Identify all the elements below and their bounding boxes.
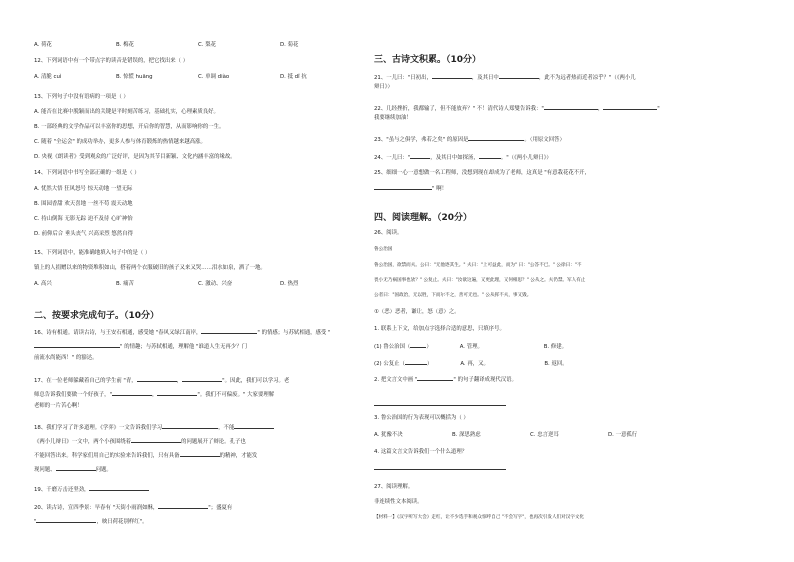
q18-line-2: 《两小儿辩日》一文中，两个小孩围绕着 的问题展开了辩论。孔子也 (34, 436, 246, 446)
q14-stem: 14、下列词语中书写全部正确的一组是（ ） (34, 170, 140, 176)
q12-option-b: B. 惊慌 huāng (116, 74, 153, 80)
q18-line-1: 18、我们学习了许多道理。《学弈》一文告诉我们学习 ，不能 (34, 422, 274, 432)
q12-options (34, 74, 362, 81)
blank[interactable] (158, 502, 208, 509)
q19-line: 19、千磨万击还坚劲， (34, 484, 149, 494)
top-options (34, 42, 362, 49)
blank[interactable] (603, 103, 657, 110)
section4-title: 四、阅读理解。（20分） (374, 213, 473, 223)
sub3-option-b: B. 深思熟虑 (452, 432, 481, 438)
q15-option-a: A. 高兴 (34, 281, 52, 287)
sub4-stem: 4. 这篇文言文告诉我们一个什么道理？ (374, 449, 468, 455)
answer-line-sub4[interactable] (374, 469, 506, 470)
blank[interactable] (544, 103, 598, 110)
material-1: 【材料一】《汉字听写大会》走红，让不少选手和观众惊呼自己 "不会写字"，也再次引发人们对汉字文化 (374, 515, 585, 520)
blank[interactable] (56, 464, 96, 471)
q20-line-2: " ，映日荷花别样红"。 (34, 516, 147, 526)
blank[interactable] (479, 152, 501, 159)
sub1a-line: (1) 鲁公治国（ ） A. 管理。 B. 修建。 (374, 341, 567, 351)
q13-line-a: A. 能否在比赛中脱颖而出的关键是平时刻苦练习，基础扎实，心理素质良好。 (34, 109, 219, 115)
q23-line: 23、"虽与之俱学，弗若之矣" 的原因是 。（用原文回答） (374, 134, 565, 144)
blank[interactable] (137, 375, 177, 382)
sub1b-line: (2) 公复止（ ） A. 再，又。 B. 返回。 (374, 358, 568, 368)
q17-line-1: 17、在一位老师躲藏着自己的学生前 "青， ， "。因此，我们可以学习。老 (34, 375, 289, 385)
option-a: A. 荷花 (34, 42, 52, 48)
answer-line-sub2[interactable] (374, 405, 506, 406)
sub3-option-a: A. 犹豫不决 (374, 432, 403, 438)
sub3-option-c: C. 忠言逆耳 (530, 432, 559, 438)
note-line: ①（恶）恶者，谦让，怒（意）之。 (374, 309, 460, 315)
blank[interactable] (112, 389, 152, 396)
q13-line-d: D. 央视《朗读者》受到观众的广泛好评，是因为其节目新颖、文化内涵丰富的缘故。 (34, 154, 236, 160)
sub3-stem: 3. 鲁公治国的行为表现可以概括为（ ） (374, 415, 469, 421)
blank[interactable] (36, 516, 96, 523)
q27-stem: 27、阅读理解。 (374, 484, 414, 490)
q13-stem: 13、下列句子中没有语病的一项是（ ） (34, 94, 129, 100)
q13-line-c: C. 随着 "全运会" 的成功举办，更多人参与体育锻炼的热情越来越高涨。 (34, 139, 206, 145)
blank[interactable] (410, 152, 430, 159)
q26-stem: 26、阅读。 (374, 230, 403, 236)
q14-line-b: B. 围园香甜 欢天喜地 一丝不苟 震天动地 (34, 201, 133, 207)
blank[interactable] (234, 422, 274, 429)
q20-line-1: 20、读古诗，宣四季景：早春有 "天街小雨润如酥， "；盛夏有 (34, 502, 232, 512)
q15-stem: 15、下列词语中，能准确地填入句子中的是（ ） (34, 250, 151, 256)
blank[interactable] (131, 436, 181, 443)
blank[interactable] (157, 389, 197, 396)
sub3-option-d: D. 一意孤行 (608, 432, 638, 438)
q16-line-2: " 的情趣；与苏轼相通，理解他 "谁道人生无再少？门 (34, 341, 247, 351)
sub1-stem: 1. 联系上下文，给加点字选择合适的意思，只填序号。 (374, 326, 505, 332)
sub3-options (374, 432, 686, 439)
q14-line-a: A. 忧然大悟 狂风怒号 惊天动地 一望无际 (34, 186, 133, 192)
q18-line-3: 不能回答出来。科学家们用自己的实验来告诉我们，只有具备 的精神，才能发 (34, 450, 257, 460)
q25-line-2: " 啊！ (374, 183, 447, 193)
blank[interactable] (468, 134, 524, 141)
q21-line-1: 21、一儿曰："日初出， ，及其日中 ，此不为远者热而近者凉乎？"（《两小儿 (374, 72, 636, 82)
q17-line-3: 老师的一片苦心啊！ (34, 403, 83, 409)
q21-line-2: 辩日》） (374, 84, 393, 90)
blank[interactable] (405, 358, 427, 365)
q12-stem: 12、下列词语中有一个带点字的读音是错误的，把它找出来（ ） (34, 58, 189, 64)
q14-line-d: D. 前仰后合 垂头丧气 兴高采烈 悠然自得 (34, 231, 133, 237)
q22-line-2: 我要继续加油！ (374, 115, 412, 121)
q15-option-d: D. 热烈 (280, 281, 299, 287)
passage-line-1: 鲁公治国，欲禁而夫。公曰："无他逐其生。" 夫曰："上可益此，而为" 曰："公答不已。" 公徐曰："不 (374, 263, 582, 268)
section2-title: 二、按要求完成句子。（10分） (34, 311, 160, 321)
q16-line-3: 前流水尚能西！" 的豁达。 (34, 355, 98, 361)
blank[interactable] (374, 183, 432, 190)
passage-line-3: 公者曰："国政治，无以胜，下而尔不之，善可无也。" 公从挥不夫，事又毁。 (374, 293, 532, 298)
option-d: D. 菊花 (280, 42, 299, 48)
passage-line-2: 畏小无乃祸国事也欤？" 公复止。夫曰："汝欲这遍，又更此理，又何相思？" 公从之。夫仍禁。军人有止 (374, 278, 586, 283)
q15-option-b: B. 痛苦 (116, 281, 134, 287)
blank[interactable] (162, 422, 218, 429)
q17-line-2: 师总告诉我们要做一个好孩子，" ， "。我们不可偏废。" 大家要理解 (34, 389, 274, 399)
blank[interactable] (410, 341, 426, 348)
q13-line-b: B. 一部经典的文学作品可以丰富你的思想，开启你的智慧，从而影响你的一生。 (34, 124, 225, 130)
q24-line: 24、一儿曰：" ，及其日中如探汤， 。"（《两小儿辩日》） (374, 152, 552, 162)
q18-line-4: 现问题、 问题。 (34, 464, 112, 474)
q15-options (34, 281, 362, 288)
q15-option-c: C. 激动、兴奋 (198, 281, 233, 287)
q14-line-c: C. 持山倒海 无影无踪 迫不及待 心旷神怡 (34, 216, 133, 222)
blank[interactable] (499, 72, 539, 79)
blank[interactable] (417, 374, 453, 381)
q16-line-1: 16、诗有相通。请读古诗，与王安石相通，感受她 "春风又绿江南岸， " 的情感；与苏轼相通，感受 " (34, 327, 330, 337)
blank[interactable] (180, 450, 220, 457)
blank[interactable] (201, 327, 257, 334)
sub2-stem: 2. 把文言文中画 " " 的句子翻译成现代汉语。 (374, 374, 517, 384)
q22-line-1: 22、几经挫折，我都输了，但不能放弃？" 不！清代诗人郑燮告诉我：" ， " (374, 103, 660, 113)
q12-option-a: A. 清脆 cuì (34, 74, 62, 80)
blank[interactable] (182, 375, 222, 382)
passage-title: 鲁公治国 (374, 247, 393, 252)
q12-option-d: D. 抵 dǐ 抗 (280, 74, 307, 80)
section3-title: 三、古诗文积累。（10分） (374, 55, 482, 65)
option-c: C. 梨花 (198, 42, 216, 48)
q27-intro: 非连续性文本阅读。 (374, 499, 423, 505)
blank[interactable] (432, 72, 472, 79)
q12-option-c: C. 单调 diào (198, 74, 230, 80)
option-b: B. 梅花 (116, 42, 134, 48)
blank[interactable] (34, 341, 120, 348)
blank[interactable] (89, 484, 149, 491)
q15-sentence: 镇上的人捐赠以来的物资堆积如山，搭着两个衣服破旧的孩子又来又哭……泪水如泉，洒了一地。 (34, 265, 266, 271)
q25-line-1: 25、细细一心一意想做一名工程师，没想到现在却成为了老师，这真是 "有意栽花花不开， (374, 170, 590, 176)
